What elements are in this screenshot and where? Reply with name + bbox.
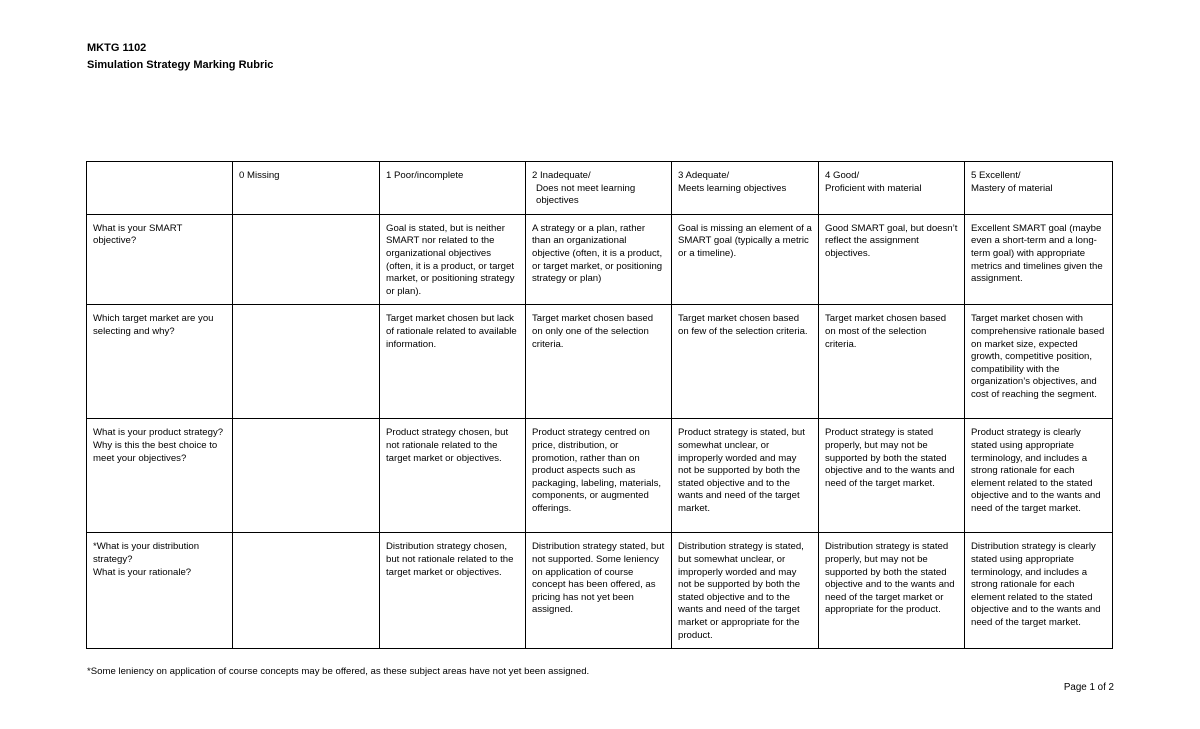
level-4-cell: Product strategy is stated properly, but may not be supported by both the stated objective and to the wants and need of the target market. — [819, 419, 965, 533]
level-2-cell: Target market chosen based on only one of the selection criteria. — [526, 305, 672, 419]
criterion-cell: What is your product strategy? Why is this the best choice to meet your objectives? — [87, 419, 233, 533]
header-level-2 — [526, 162, 672, 215]
header-level-3-title: 3 Adequate/ — [678, 170, 730, 181]
page-number: Page 1 of 2 — [1063, 682, 1114, 693]
criterion-cell — [87, 533, 233, 649]
header-level-4-title: 4 Good/ — [825, 170, 860, 181]
level-4-cell: Good SMART goal, but doesn’t reflect the assignment objectives. — [819, 214, 965, 305]
header-level-1: 1 Poor/incomplete — [380, 162, 526, 215]
header-level-5-desc: Mastery of material — [971, 182, 1053, 194]
criterion-line-1: *What is your distribution strategy? — [93, 541, 200, 565]
criterion-cell: Which target market are you selecting and why? — [87, 305, 233, 419]
level-1-cell: Distribution strategy chosen, but not rationale related to the target market or objectives. — [380, 533, 526, 649]
criterion-cell: What is your SMART objective? — [87, 214, 233, 305]
level-4-cell: Target market chosen based on most of the selection criteria. — [819, 305, 965, 419]
level-5-cell: Distribution strategy is clearly stated using appropriate terminology, and includes a strong rationale for each element related to the stated objective and to the wants and need of the target market. — [965, 533, 1113, 649]
header-level-5 — [965, 162, 1113, 215]
level-2-cell: Distribution strategy stated, but not supported. Some leniency on application of course concept has been offered, as pricing has not yet been assigned. — [526, 533, 672, 649]
level-0-cell — [233, 214, 380, 305]
header-level-4-desc: Proficient with material — [825, 182, 922, 194]
level-5-cell: Product strategy is clearly stated using appropriate terminology, and includes a strong rationale for each element related to the stated objective and to the wants and need of the target market. — [965, 419, 1113, 533]
level-2-cell: Product strategy centred on price, distribution, or promotion, rather than on product aspects such as packaging, labeling, materials, components, or augmented offerings. — [526, 419, 672, 533]
header-level-4 — [819, 162, 965, 215]
header-level-2-title: 2 Inadequate/ — [532, 170, 591, 181]
rubric-row-smart-objective — [87, 214, 1113, 305]
level-1-cell: Target market chosen but lack of rationale related to available information. — [380, 305, 526, 419]
level-5-cell: Target market chosen with comprehensive rationale based on market size, expected growth, competitive position, compatibility with the organization’s objectives, and cost of reaching the segment. — [965, 305, 1113, 419]
rubric-row-target-market — [87, 305, 1113, 419]
level-2-cell: A strategy or a plan, rather than an organizational objective (often, it is a product, or target market, or positioning strategy or plan) — [526, 214, 672, 305]
rubric-header-row — [87, 162, 1113, 215]
footnote: *Some leniency on application of course concepts may be offered, as these subject areas have not yet been assigned. — [87, 666, 590, 677]
rubric-table — [86, 161, 1113, 649]
header-level-5-title: 5 Excellent/ — [971, 170, 1021, 181]
header-level-0: 0 Missing — [233, 162, 380, 215]
level-3-cell: Target market chosen based on few of the selection criteria. — [672, 305, 819, 419]
level-5-cell: Excellent SMART goal (maybe even a short-term and a long-term goal) with appropriate metrics and timelines given the assignment. — [965, 214, 1113, 305]
header-level-2-desc: Does not meet learning objectives — [536, 182, 636, 207]
level-1-cell: Goal is stated, but is neither SMART nor related to the organizational objectives (often, it is a product, or target market, or positioning strategy or plan). — [380, 214, 526, 305]
header-criteria-cell — [87, 162, 233, 215]
level-0-cell — [233, 305, 380, 419]
course-code: MKTG 1102 — [87, 42, 147, 54]
level-3-cell: Distribution strategy is stated, but somewhat unclear, or improperly worded and may not be supported by both the stated objective and to the wants and need of the target market or appropriate for the product. — [672, 533, 819, 649]
criterion-line-2: What is your rationale? — [93, 566, 192, 578]
rubric-row-product-strategy — [87, 419, 1113, 533]
level-0-cell — [233, 533, 380, 649]
level-3-cell: Product strategy is stated, but somewhat unclear, or improperly worded and may not be supported by both the stated objective and to the wants and need of the target market. — [672, 419, 819, 533]
level-4-cell: Distribution strategy is stated properly, but may not be supported by both the stated objective and to the wants and need of the target market or appropriate for the product. — [819, 533, 965, 649]
level-3-cell: Goal is missing an element of a SMART goal (typically a metric or a timeline). — [672, 214, 819, 305]
level-0-cell — [233, 419, 380, 533]
page-title: Simulation Strategy Marking Rubric — [87, 59, 274, 71]
level-1-cell: Product strategy chosen, but not rationale related to the target market or objectives. — [380, 419, 526, 533]
header-level-3 — [672, 162, 819, 215]
header-level-3-desc: Meets learning objectives — [678, 182, 787, 194]
rubric-row-distribution-strategy — [87, 533, 1113, 649]
